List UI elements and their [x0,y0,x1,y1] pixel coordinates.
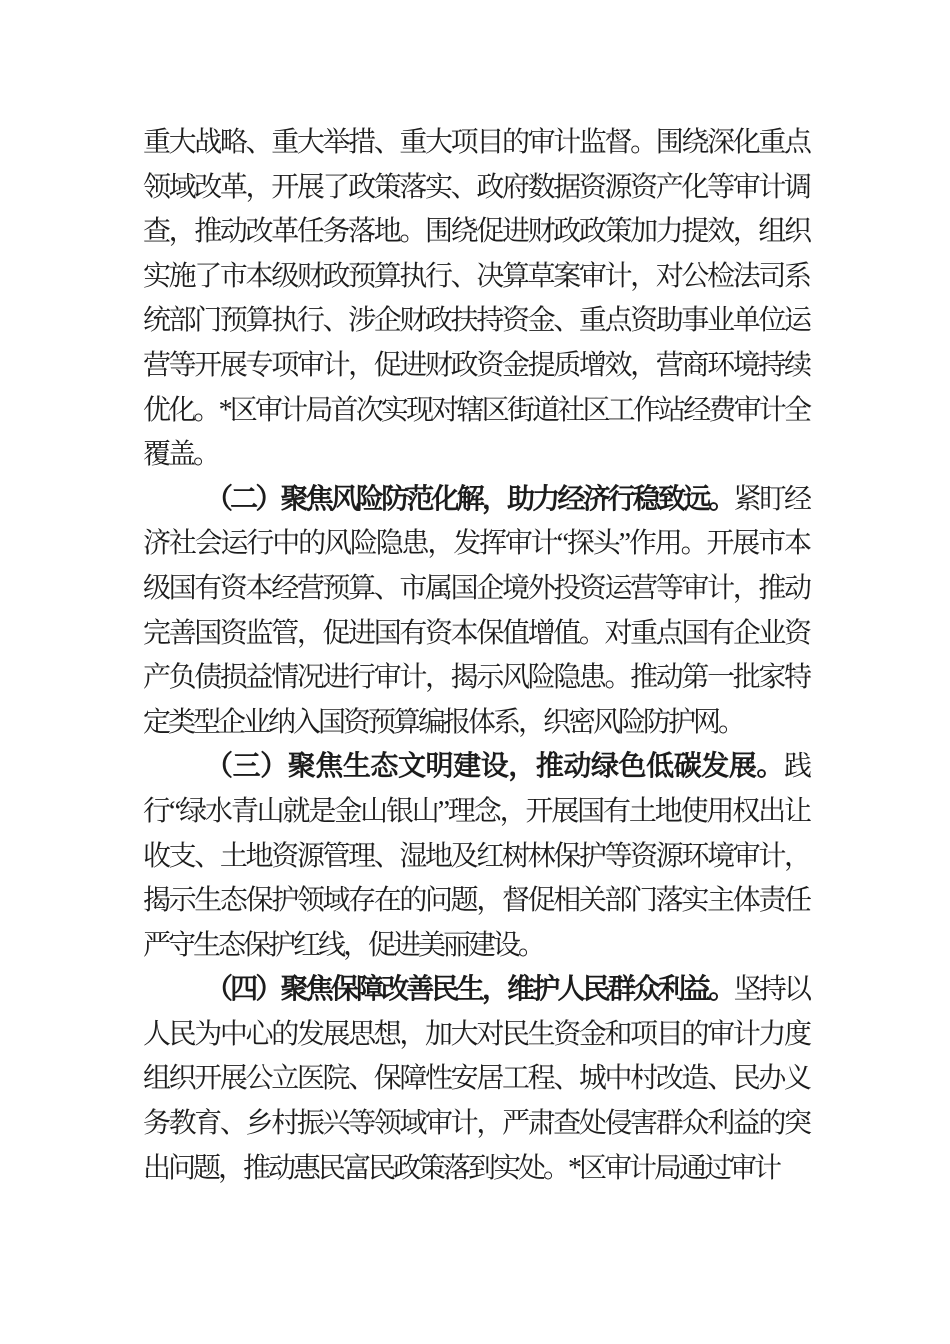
paragraph-continuation [143,121,809,478]
paragraph-body-text: 坚持以人民为中心的发展思想，加大对民生资金和项目的审计力度组织开展公立医院、保障性安居工程、城中村改造、民办义务教育、乡村振兴等领域审计，严肃查处侵害群众利益的突出问题，推动惠民富民政策落到实处。*区审计局通过审计 [143,974,809,1184]
section-4-heading: （四）聚焦保障改善民生，维护人民群众利益。 [205,974,734,1006]
paragraph-section-3 [143,745,809,968]
paragraph-section-2 [143,478,809,746]
paragraph-body-text: 紧盯经济社会运行中的风险隐患，发挥审计“探头”作用。开展市本级国有资本经营预算、市属国企境外投资运营等审计，推动完善国资监管，促进国有资本保值增值。对重点国有企业资产负债损益情况进行审计，揭示风险隐患。推动第一批家特定类型企业纳入国资预算编报体系，织密风险防护网。 [143,483,809,738]
text-block [143,121,809,1191]
section-2-heading: （二）聚焦风险防范化解，助力经济行稳致远。 [205,483,734,515]
paragraph-body-text: 重大战略、重大举措、重大项目的审计监督。围绕深化重点领域改革，开展了政策落实、政府数据资源资产化等审计调查，推动改革任务落地。围绕促进财政政策加力提效，组织实施了市本级财政预算执行、决算草案审计，对公检法司系统部门预算执行、涉企财政扶持资金、重点资助事业单位运营等开展专项审计，促进财政资金提质增效，营商环境持续优化。*区审计局首次实现对辖区街道社区工作站经费审计全覆盖。 [143,127,809,471]
section-3-heading: （三）聚焦生态文明建设，推动绿色低碳发展。 [205,751,784,783]
paragraph-section-4 [143,968,809,1191]
paragraph-body-text: 践行“绿水青山就是金山银山”理念，开展国有土地使用权出让收支、土地资源管理、湿地及红树林保护等资源环境审计，揭示生态保护领域存在的问题，督促相关部门落实主体责任严守生态保护红线，促进美丽建设。 [143,751,809,961]
